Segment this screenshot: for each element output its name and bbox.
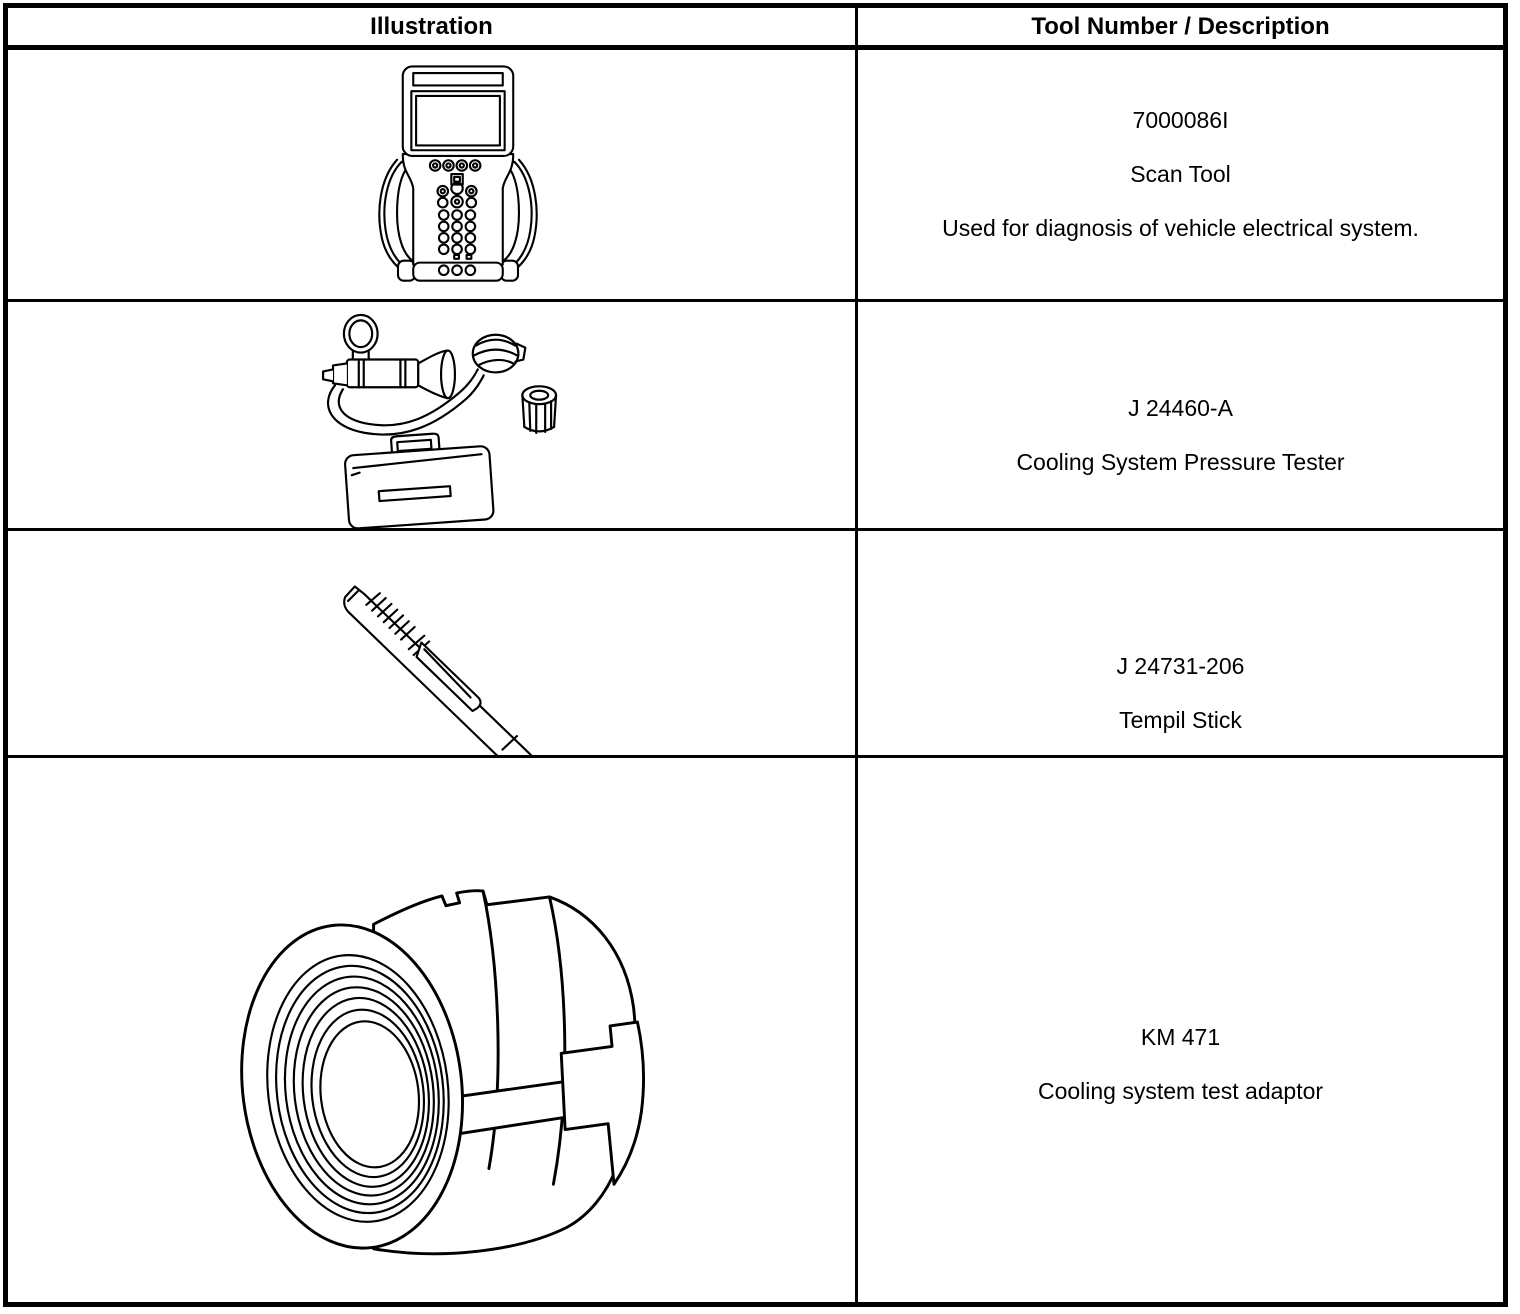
- table-row-4-illustration-cell: [8, 758, 858, 1302]
- tool-number: KM 471: [1140, 1023, 1221, 1050]
- cooling-system-test-adaptor-illustration: [227, 846, 657, 1286]
- scan-tool-illustration: [358, 56, 558, 294]
- tool-number: J 24731-206: [1116, 652, 1245, 679]
- tool-name: Cooling system test adaptor: [1037, 1077, 1324, 1104]
- column-header-illustration: [8, 8, 858, 50]
- column-header-tool-number-description: [858, 8, 1503, 50]
- tempil-stick-illustration: [316, 572, 548, 758]
- tool-number: 7000086I: [1132, 107, 1229, 133]
- table-row-3-illustration-cell: [8, 531, 858, 758]
- tool-number: J 24460-A: [1128, 394, 1233, 421]
- tool-usage: Used for diagnosis of vehicle electrical system.: [942, 215, 1419, 241]
- column-header-tool-number-description-label: Tool Number / Description: [1031, 12, 1330, 40]
- cooling-system-pressure-tester-illustration: [309, 304, 587, 531]
- table-row-1-description-cell: [858, 50, 1503, 302]
- tool-info-scan-tool: [858, 109, 1503, 240]
- table-row-4-description-cell: [858, 758, 1503, 1302]
- table-row-3-description-cell: [858, 531, 1503, 758]
- tool-name: Cooling System Pressure Tester: [1016, 448, 1345, 475]
- tool-info-pressure-tester: [858, 394, 1503, 475]
- special-tools-table: [3, 3, 1508, 1307]
- table-row-2-description-cell: [858, 302, 1503, 531]
- tool-info-test-adaptor: [858, 1023, 1503, 1104]
- tool-info-tempil-stick: [858, 652, 1503, 733]
- tool-name: Scan Tool: [1130, 161, 1231, 187]
- tool-name: Tempil Stick: [1119, 706, 1242, 733]
- column-header-illustration-label: Illustration: [370, 12, 493, 40]
- table-row-2-illustration-cell: [8, 302, 858, 531]
- table-row-1-illustration-cell: [8, 50, 858, 302]
